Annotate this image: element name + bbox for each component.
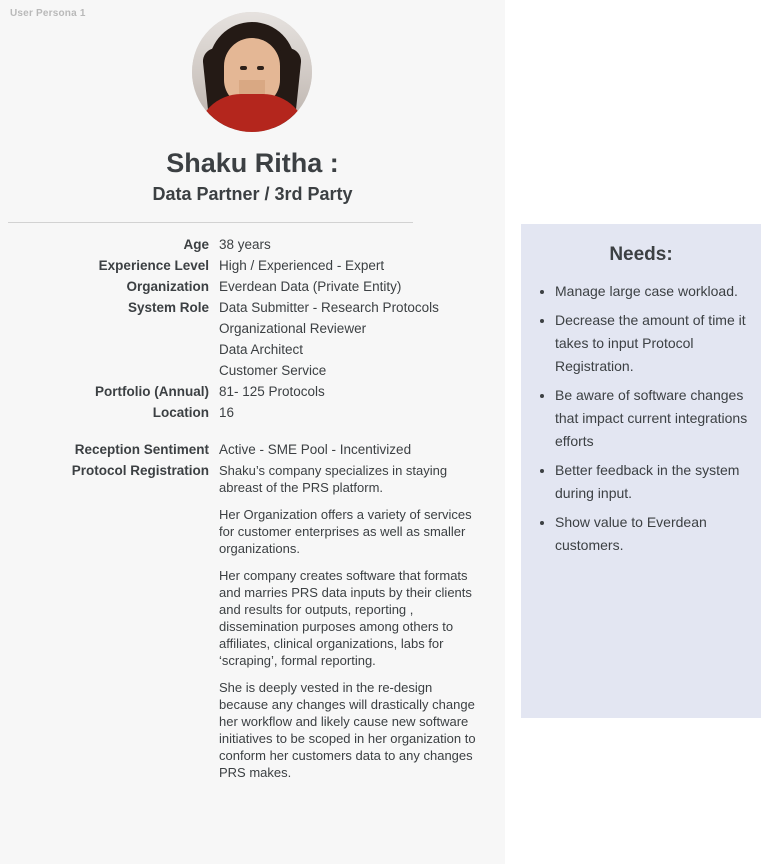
attribute-row-protocol-registration [0,460,500,791]
attribute-value: 16 [219,405,235,420]
attribute-row-experience-level [0,255,500,276]
list-item: • Be aware of software changes that impact current integrations efforts [555,384,749,453]
list-item: • Manage large case workload. [555,280,749,303]
persona-name: Shaku Ritha : [166,148,339,178]
attribute-value: Everdean Data (Private Entity) [219,279,402,294]
needs-title: Needs: [609,244,673,265]
attribute-values [219,297,500,381]
attribute-row-reception-sentiment [0,439,500,460]
section-divider [8,222,413,223]
list-item: • Show value to Everdean customers. [555,511,749,557]
needs-list [533,280,749,557]
paragraph: Shaku’s company specializes in staying abreast of the PRS platform. [219,463,448,495]
attributes-table [0,234,500,791]
attribute-row-organization [0,276,500,297]
attribute-values [219,381,500,402]
avatar-eye-left [240,66,247,70]
avatar-eye-right [257,66,264,70]
attribute-values [219,402,500,423]
attribute-label: Age [183,237,209,252]
attribute-label: Experience Level [98,258,209,273]
attribute-label: Organization [126,279,209,294]
attribute-values [219,276,500,297]
attribute-row-location [0,402,500,423]
attribute-label: System Role [127,300,209,315]
attribute-label: Protocol Registration [71,463,209,478]
attribute-row-age [0,234,500,255]
persona-index-label: User Persona 1 [10,8,86,19]
attribute-value: Data Submitter - Research Protocols [219,300,439,315]
attribute-value: 81- 125 Protocols [219,384,325,399]
attribute-group-spacer [0,423,500,439]
attribute-values [219,439,500,460]
persona-role: Data Partner / 3rd Party [152,184,353,204]
list-item: • Decrease the amount of time it takes to input Protocol Registration. [555,309,749,378]
needs-panel [521,224,761,718]
paragraph: Her company creates software that formats and marries PRS data inputs by their clients and results for outputs, reporting , dissemination purposes among others to affiliates, clinical organizations, labs for ‘scraping’, formal reporting. [219,568,472,668]
avatar [192,12,312,132]
attribute-row-portfolio [0,381,500,402]
attribute-value: Data Architect [219,342,304,357]
attribute-value: Customer Service [219,363,327,378]
attribute-value: Organizational Reviewer [219,321,367,336]
attribute-row-system-role [0,297,500,381]
paragraph: Her Organization offers a variety of services for customer enterprises as well as smaller organizations. [219,507,472,556]
attribute-value: High / Experienced - Expert [219,258,385,273]
attribute-label: Reception Sentiment [74,442,209,457]
paragraph: She is deeply vested in the re-design because any changes will drastically change her workflow and likely cause new software initiatives to be scoped in her organization to conform her customers data to any changes PRS makes. [219,680,476,780]
attribute-values [219,255,500,276]
list-item: • Better feedback in the system during input. [555,459,749,505]
attribute-value: 38 years [219,237,271,252]
attribute-value: Active - SME Pool - Incentivized [219,442,412,457]
protocol-registration-text [219,462,500,791]
attribute-label: Portfolio (Annual) [95,384,209,399]
attribute-values [219,234,500,255]
attribute-label: Location [152,405,209,420]
